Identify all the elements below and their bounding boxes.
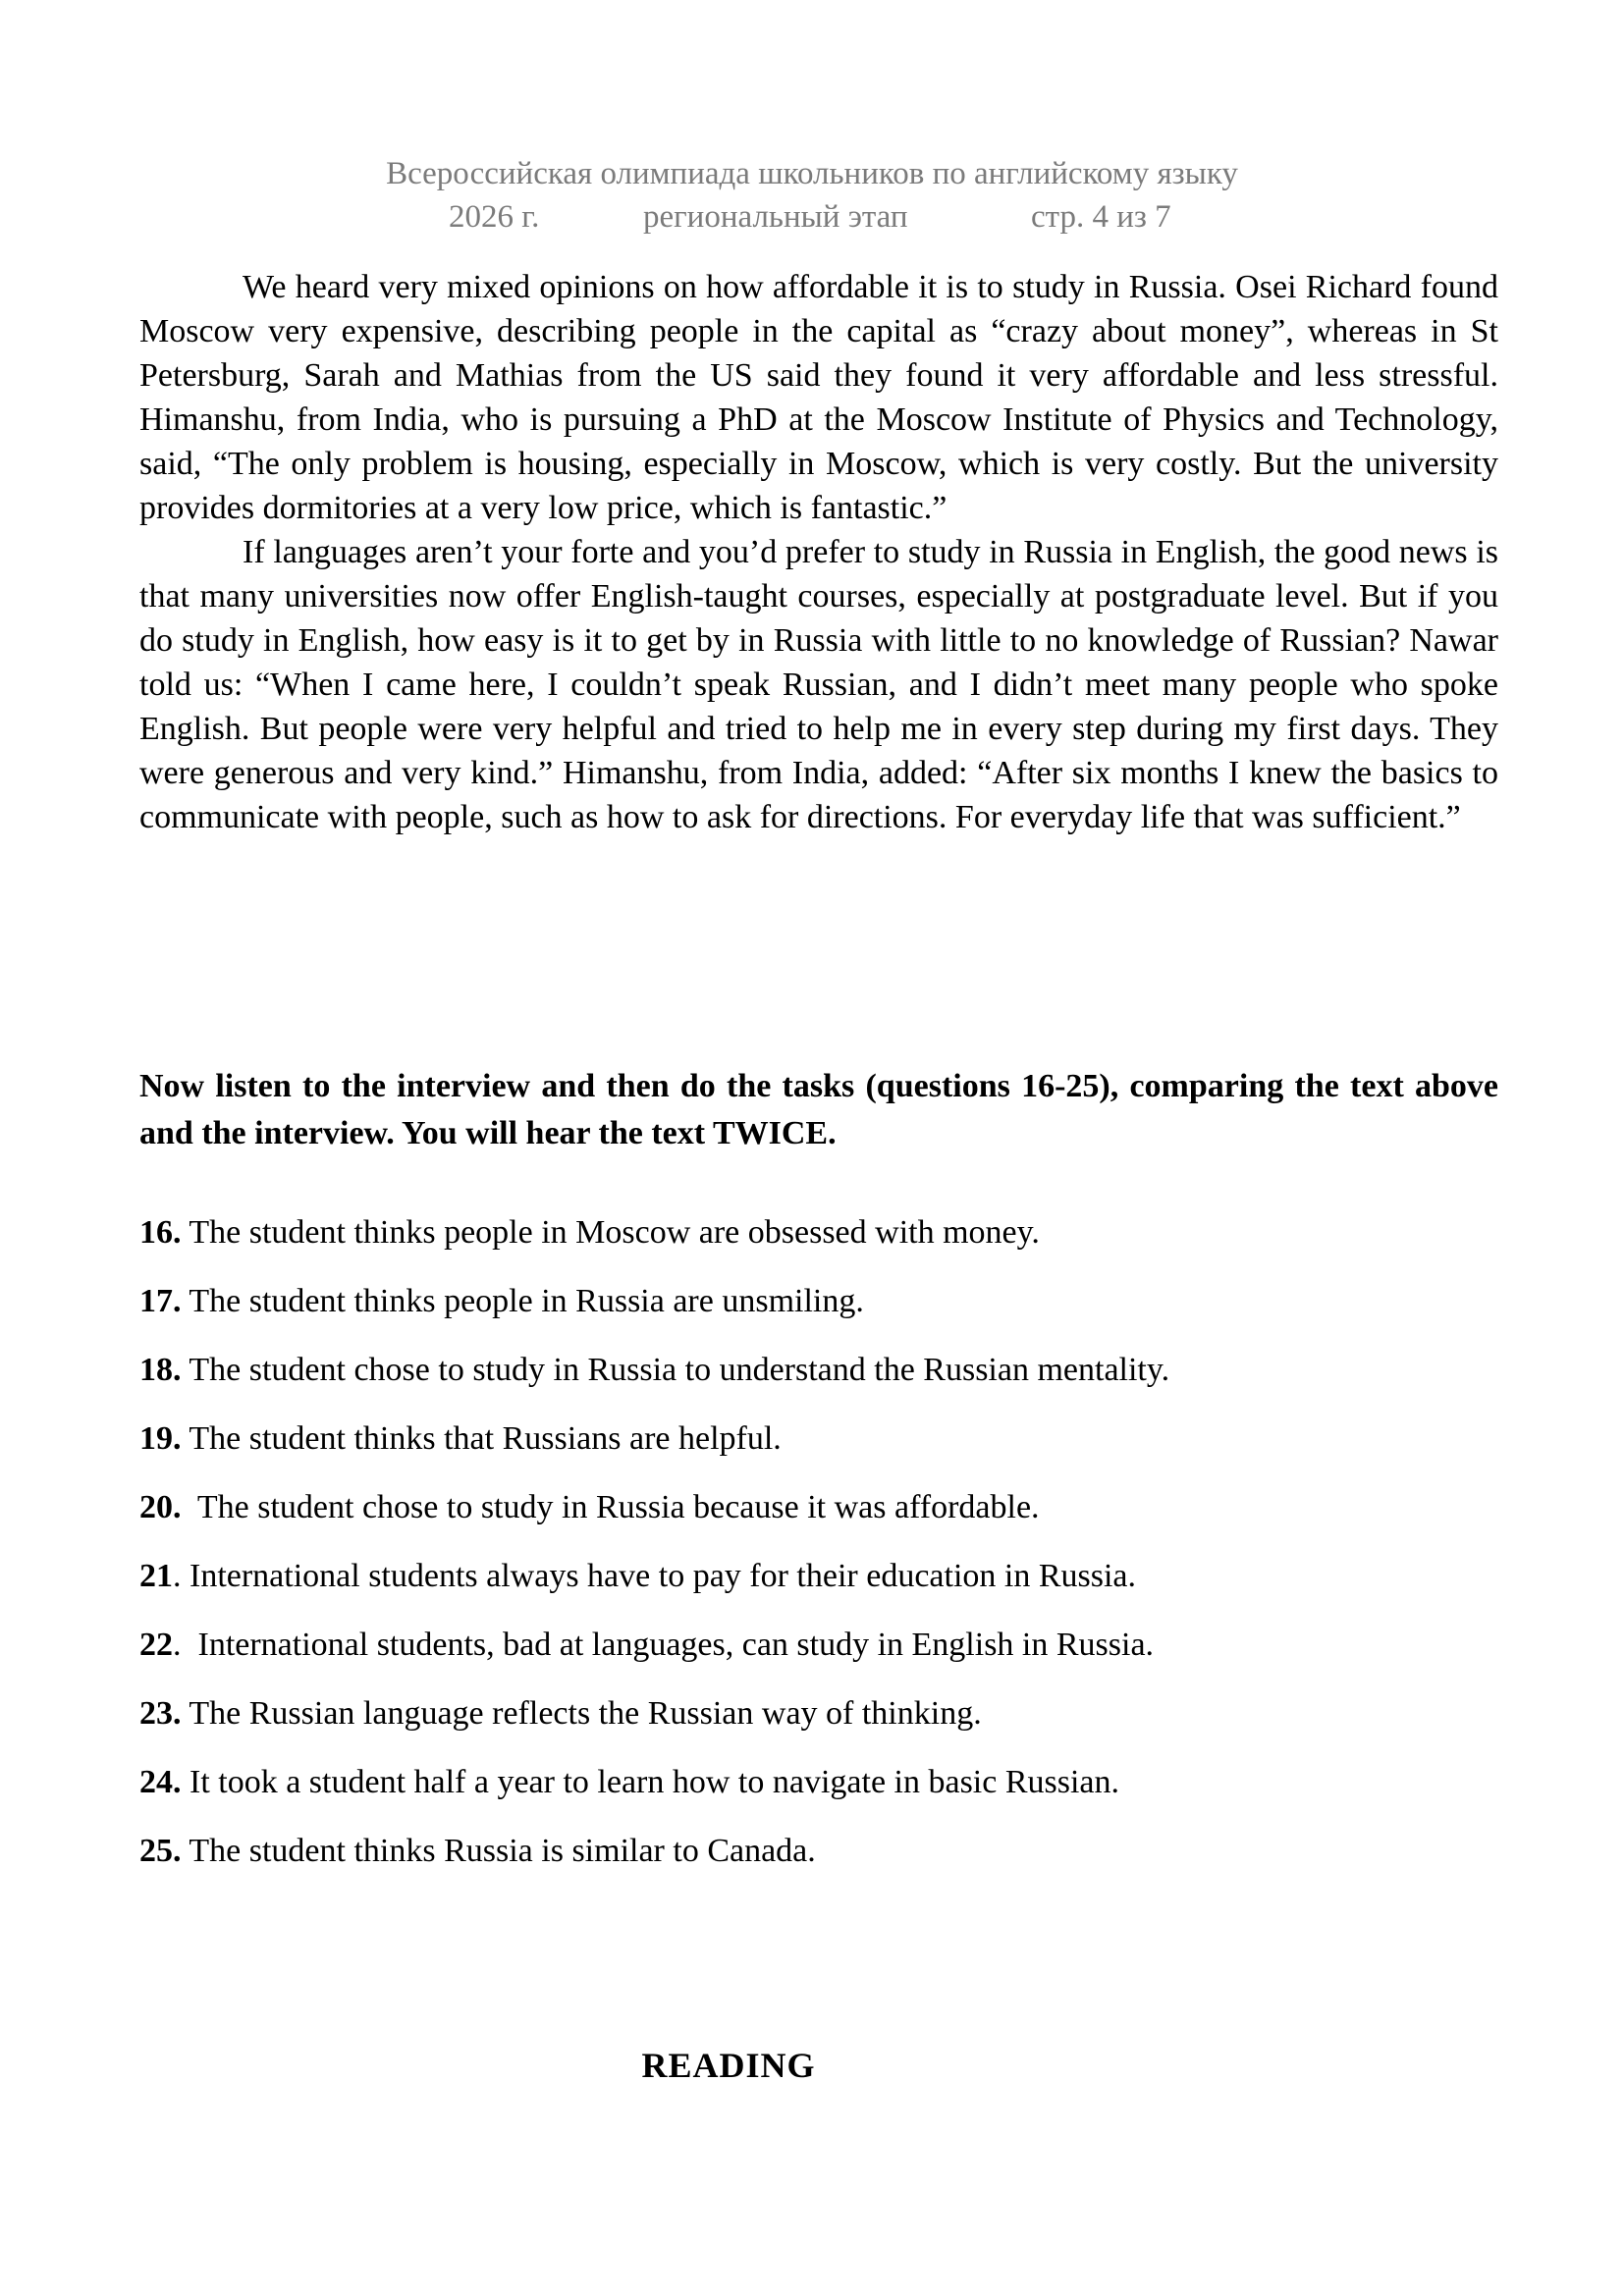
question-item-17	[139, 1279, 1543, 1323]
question-item-22	[139, 1623, 1543, 1667]
questions-list	[139, 1210, 1543, 1897]
stage-label: региональный этап	[643, 199, 908, 235]
question-item-25	[139, 1829, 1543, 1873]
question-item-23	[139, 1691, 1543, 1735]
question-text: . International students always have to pay for their education in Russia.	[173, 1558, 1137, 1594]
question-text: The student thinks people in Russia are unsmiling.	[181, 1283, 864, 1319]
question-number: 17.	[139, 1283, 182, 1319]
question-item-19	[139, 1416, 1543, 1461]
question-number: 19.	[139, 1420, 182, 1457]
question-item-18	[139, 1348, 1543, 1392]
listening-instruction: Now listen to the interview and then do the tasks (questions 16-25), comparing the text above and the interview. You will hear the text TWICE.	[139, 1068, 1498, 1151]
olympiad-title: Всероссийская олимпиада школьников по английскому языку	[386, 156, 1238, 191]
question-number: 24.	[139, 1764, 182, 1800]
question-text: The student chose to study in Russia because it was affordable.	[181, 1489, 1040, 1525]
paragraph-affordability: We heard very mixed opinions on how affordable it is to study in Russia. Osei Richard found Moscow very expensive, describing people in the capital as “crazy about money”, whereas in St Petersburg, Sarah and Mathias from the US said they found it very affordable and less stressful. Himanshu, from India, who is pursuing a PhD at the Moscow Institute of Physics and Technology, said, “The only problem is housing, especially in Moscow, which is very costly. But the university provides dormitories at a very low price, which is fantastic.”	[139, 269, 1498, 526]
question-number: 18.	[139, 1352, 182, 1388]
year-label: 2026 г.	[449, 199, 540, 235]
question-text: The student thinks that Russians are helpful.	[181, 1420, 782, 1457]
question-number: 16.	[139, 1214, 182, 1251]
question-number: 20.	[139, 1489, 182, 1525]
section-heading-reading: READING	[641, 2046, 816, 2085]
reading-text	[139, 265, 1498, 839]
question-text: The student thinks Russia is similar to Canada.	[181, 1833, 816, 1869]
header-meta	[0, 196, 1624, 240]
page-number-label: стр. 4 из 7	[1031, 199, 1171, 235]
question-text: The student chose to study in Russia to understand the Russian mentality.	[181, 1352, 1170, 1388]
question-item-21	[139, 1554, 1543, 1598]
question-text: The Russian language reflects the Russian way of thinking.	[181, 1695, 982, 1732]
question-item-16	[139, 1210, 1543, 1255]
question-text: . International students, bad at languages, can study in English in Russia.	[173, 1627, 1155, 1663]
paragraph-language: If languages aren’t your forte and you’d prefer to study in Russia in English, the good news is that many universities now offer English-taught courses, especially at postgraduate level. But if you do study in English, how easy is it to get by in Russia with little to no knowledge of Russian? Nawar told us: “When I came here, I couldn’t speak Russian, and I didn’t meet many people who spoke English. But people were very helpful and tried to help me in every step during my first days. They were generous and very kind.” Himanshu, from India, added: “After six months I knew the basics to communicate with people, such as how to ask for directions. For everyday life that was sufficient.”	[139, 534, 1498, 835]
question-text: The student thinks people in Moscow are obsessed with money.	[181, 1214, 1040, 1251]
question-number: 25.	[139, 1833, 182, 1869]
question-item-24	[139, 1760, 1543, 1804]
question-number: 22	[139, 1627, 173, 1663]
question-number: 21	[139, 1558, 173, 1594]
question-number: 23.	[139, 1695, 182, 1732]
question-text: It took a student half a year to learn how to navigate in basic Russian.	[181, 1764, 1120, 1800]
question-item-20	[139, 1485, 1543, 1529]
